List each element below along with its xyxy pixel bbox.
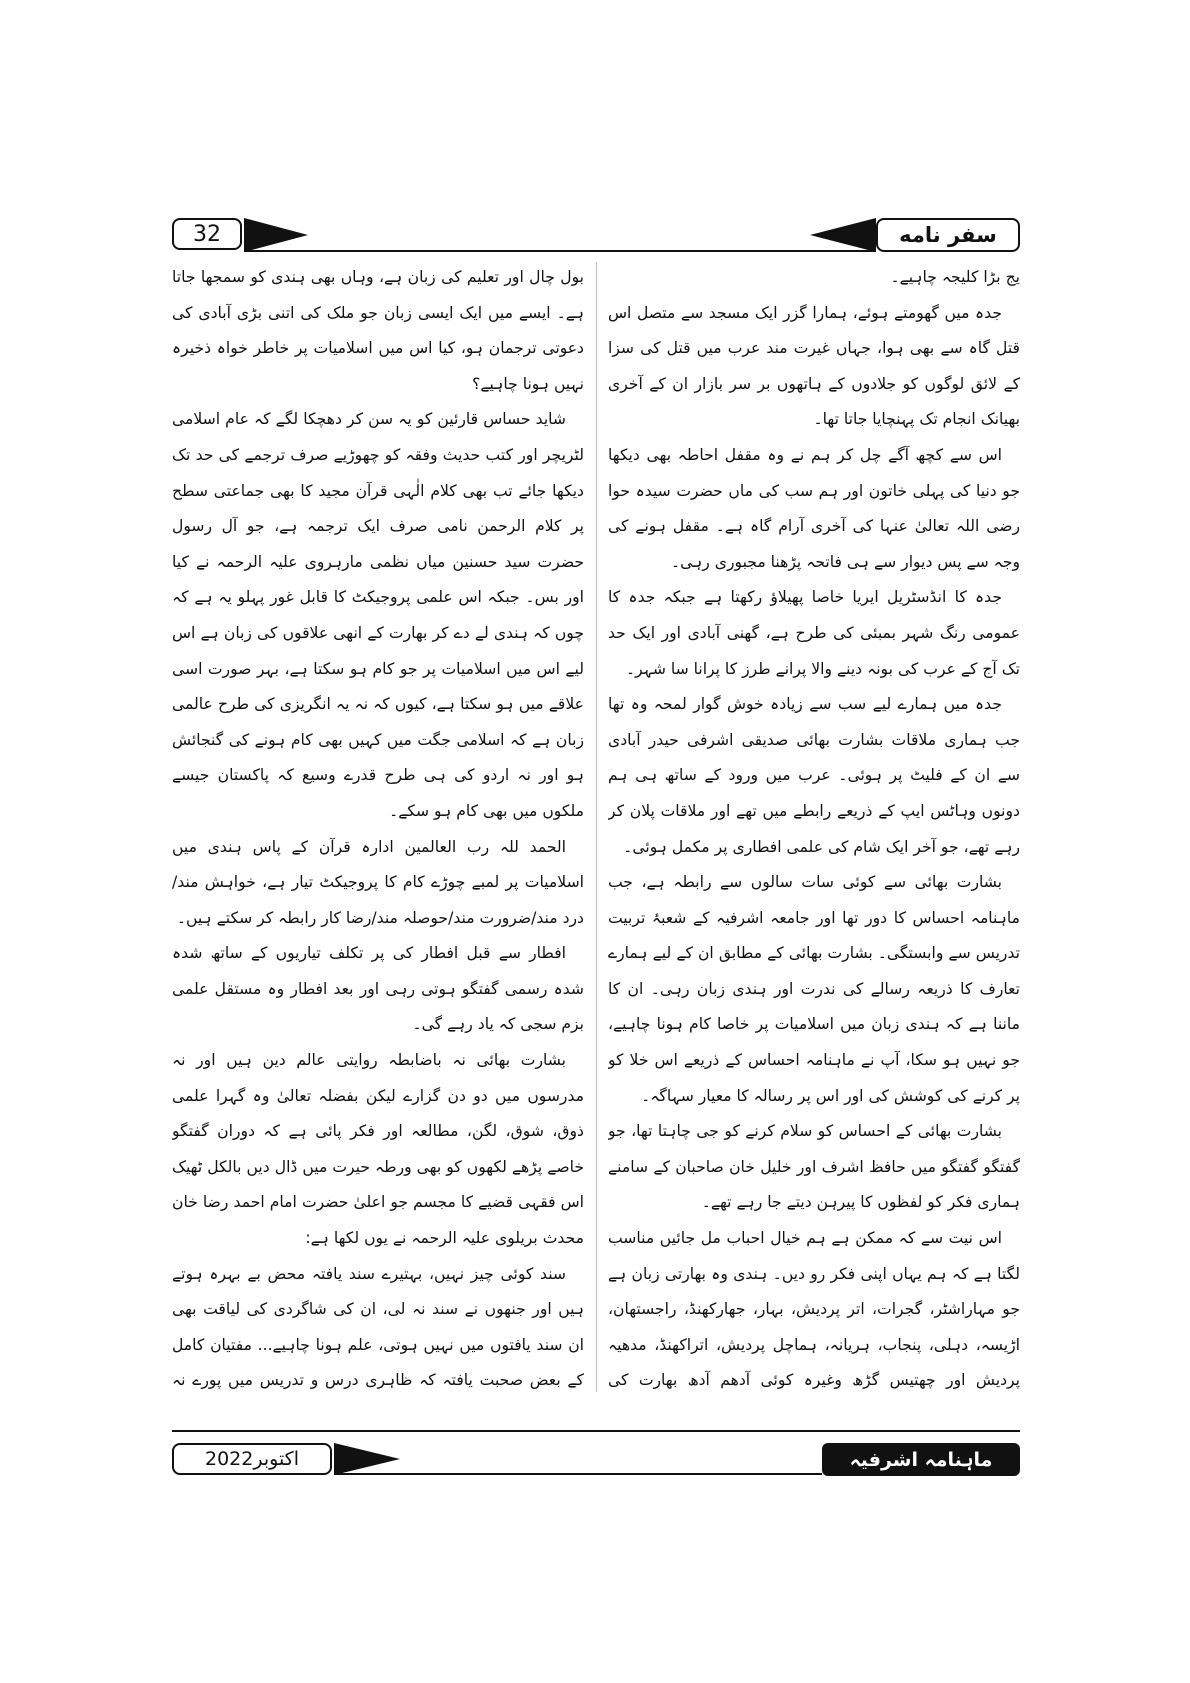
footer-wedge: [334, 1443, 400, 1475]
paragraph: جدہ میں گھومتے ہوئے، ہمارا گزر ایک مسجد سے متصل اس قتل گاہ سے بھی ہوا، جہاں غیرت مند عرب میں قتل کی سزا کے لائق لوگوں کو جلادوں کے ہاتھوں بر سر بازار ان کے آخری بھیانک انجام تک پہنچایا جاتا تھا۔: [608, 303, 1020, 429]
paragraph: اس نیت سے کہ ممکن ہے ہم خیال احباب مل جائیں مناسب لگتا ہے کہ ہم یہاں اپنی فکر رو دیں۔ ہندی وہ بھارتی زبان ہے جو مہاراشٹر، گجرات، اتر پردیش، بہار، جھارکھنڈ، راجستھان، اڑیسہ، دہلی، پنجاب، ہریانہ، ہماچل پردیش، اتراکھنڈ، مدھیہ پردیش اور چھتیس گڑھ وغیرہ کوئی آدھم آدھ بھارت کی: [608, 1229, 1020, 1390]
footer-date: اکتوبر2022: [172, 1443, 332, 1475]
magazine-name: ماہنامہ اشرفیہ: [822, 1443, 1020, 1476]
paragraph: شاید حساس قارئین کو یہ سن کر دھچکا لگے کہ عام اسلامی لٹریچر اور کتب حدیث وفقہ کو چھوڑیے صرف ترجمے کی حد تک دیکھا جائے تب بھی کلام الٰہی قرآن مجید کا بھی جماعتی سطح پر کلام الرحمن نامی صرف ایک ترجمہ ہے، جو آل رسول حضرت سید حسنین میاں نظمی مارہروی علیہ الرحمہ نے کیا اور بس۔ جبکہ اس علمی پروجیکٹ کا قابل غور پہلو یہ ہے کہ چوں کہ ہندی لے دے کر بھارت کے انھی علاقوں کی زبان ہے اس لیے اس میں اسلامیات پر جو کام ہو سکتا ہے، بہر صورت اسی علاقے میں ہو سکتا ہے، کیوں کہ نہ یہ انگریزی کی طرح عالمی زبان ہے کہ اسلامی جگت میں کہیں بھی کام ہونے کی گنجائش ہو اور نہ اردو کی ہی طرح قدرے وسیع کہ پاکستان جیسے ملکوں میں بھی کام ہو سکے۔: [172, 410, 584, 820]
footer-rule: [334, 1473, 822, 1475]
text-column-right: [608, 260, 1020, 1400]
section-title: سفر نامه: [876, 218, 1020, 252]
text-column-left: [172, 260, 584, 1400]
paragraph: بشارت بھائی نہ باضابطہ روایتی عالم دین ہیں اور نہ مدرسوں میں دو دن گزارے لیکن بفضلہ تعالیٰ وہ گہرا علمی ذوق، شوق، لگن، مطالعہ اور فکر پائی ہے کہ دوران گفتگو خاصے پڑھے لکھوں کو بھی ورطہ حیرت میں ڈال دیں بالکل ٹھیک اس فقہی قضیے کا مجسم جو اعلیٰ حضرت امام احمد رضا خان محدث بریلوی علیہ الرحمہ نے یوں لکھا ہے:: [172, 1051, 584, 1248]
paragraph: اس سے کچھ آگے چل کر ہم نے وہ مقفل احاطہ بھی دیکھا جو دنیا کی پہلی خاتون اور ہم سب کی ماں حضرت سیدہ حوا رضی اللہ تعالیٰ عنہا کی آخری آرام گاہ ہے۔ مقفل ہونے کی وجہ سے پس دیوار سے ہی فاتحہ پڑھنا مجبوری رہی۔: [608, 445, 1020, 571]
paragraph: جدہ کا انڈسٹریل ایریا خاصا پھیلاؤ رکھتا ہے جبکہ جدہ کا عمومی رنگ شہر بمبئی کی طرح ہے، گھنی آبادی اور ایک حد تک آج کے عرب کی بونہ دینے والا پرانے طرز کا پرانا سا شہر۔: [608, 588, 1020, 678]
paragraph: بشارت بھائی کے احساس کو سلام کرنے کو جی چاہتا تھا، جو گفتگو گفتگو میں حافظ اشرف اور خلیل خان صاحبان کے سامنے ہماری فکر کو لفظوں کا پیرہن دیتے جا رہے تھے۔: [608, 1122, 1020, 1212]
paragraph: بشارت بھائی سے کوئی سات سالوں سے رابطہ ہے، جب ماہنامہ احساس کا دور تھا اور جامعہ اشرفیہ کے شعبۂ تربیت تدریس سے وابستگی۔ بشارت بھائی کے مطابق ان کے لیے ہمارے تعارف کا ذریعہ رسالے کی ندرت اور ہندی زبان رہی۔ ان کا ماننا ہے کہ ہندی زبان میں اسلامیات پر خاصا کام ہونا چاہیے، جو نہیں ہو سکا، آپ نے ماہنامہ احساس کے ذریعے اس خلا کو پر کرنے کی کوشش کی اور اس پر رسالہ کا معیار سہاگہ۔: [608, 873, 1020, 1105]
footer-rule-top: [172, 1430, 1020, 1432]
paragraph: الحمد للہ رب العالمین ادارہ قرآن کے پاس ہندی میں اسلامیات پر لمبے چوڑے کام کا پروجیکٹ تیار ہے، خواہش مند/درد مند/ضرورت مند/حوصلہ مند/رضا کار رابطہ کر سکتے ہیں۔: [172, 837, 584, 927]
paragraph: افطار سے قبل افطار کی پر تکلف تیاریوں کے ساتھ شدہ شدہ رسمی گفتگو ہوتی رہی اور بعد افطار وہ مستقل علمی بزم سجی کہ یاد رہے گی۔: [172, 944, 584, 1034]
paragraph: یج بڑا کلیجہ چاہیے۔: [890, 268, 1020, 286]
paragraph: بول چال اور تعلیم کی زبان ہے، وہاں بھی ہندی کو سمجھا جاتا ہے۔ ایسے میں ایک ایسی زبان جو ملک کی اتنی بڑی آبادی کی دعوتی ترجمان ہو، کیا اس میں اسلامیات پر خاطر خواہ ذخیرہ نہیں ہونا چاہیے؟: [172, 268, 584, 393]
quote-paragraph: سند کوئی چیز نہیں، بہتیرے سند یافتہ محض بے بہرہ ہوتے ہیں اور جنھوں نے سند نہ لی، ان کی شاگردی کی لیاقت بھی ان سند یافتوں میں نہیں ہوتی، علم ہونا چاہیے... مفتیان کامل کے بعض صحبت یافتہ کہ ظاہری درس و تدریس میں پورے نہ: [172, 1264, 584, 1390]
header-wedge-left: [244, 218, 308, 252]
column-divider: [596, 262, 597, 1392]
page-number: 32: [172, 218, 242, 250]
header-wedge-right: [810, 218, 876, 252]
paragraph: جدہ میں ہمارے لیے سب سے زیادہ خوش گوار لمحہ وہ تھا جب ہماری ملاقات بشارت بھائی صدیقی اشرفی حیدر آبادی سے ان کے فلیٹ پر ہوئی۔ عرب میں ورود کے ساتھ ہی ہم دونوں وہاٹس ایپ کے ذریعے رابطے میں تھے اور ملاقات پلان کر رہے تھے، جو آخر ایک شام کی علمی افطاری پر مکمل ہوئی۔: [608, 695, 1020, 856]
header-rule: [244, 250, 876, 252]
